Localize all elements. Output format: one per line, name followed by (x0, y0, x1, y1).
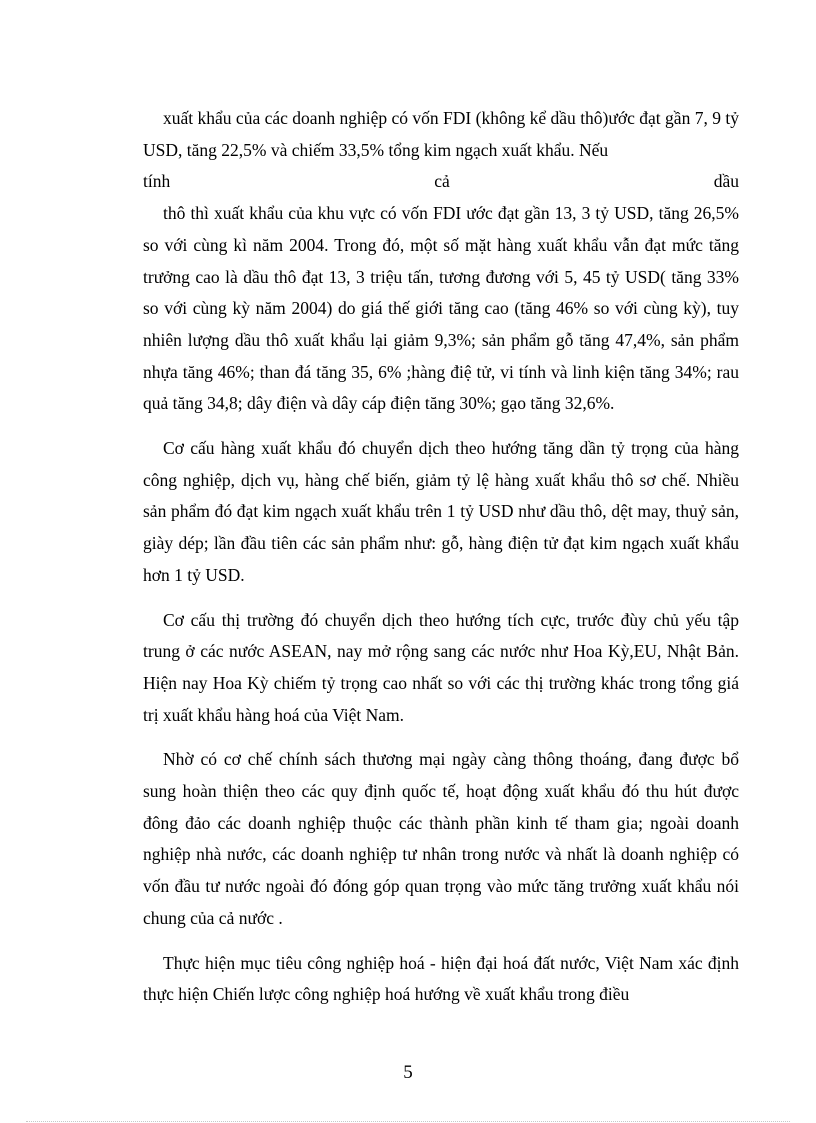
justified-split-line (143, 166, 739, 198)
split-word-2: cả (434, 171, 450, 192)
split-word-3: dầu (713, 171, 739, 192)
page-number: 5 (403, 1062, 413, 1083)
document-body (143, 103, 739, 1011)
paragraph-industrialization: Thực hiện mục tiêu công nghiệp hoá - hiện đại hoá đất nước, Việt Nam xác định thực hiện Chiến lược công nghiệp hoá hướng về xuất khẩu trong điều (143, 952, 739, 1005)
footer-divider (26, 1121, 790, 1122)
split-word-1: tính (143, 171, 171, 192)
paragraph-fdi-export: xuất khẩu của các doanh nghiệp có vốn FDI (không kể dầu thô)ước đạt gần 7, 9 tỷ USD, tăng 22,5% và chiếm 33,5% tổng kim ngạch xuất khẩu. Nếu (143, 108, 739, 160)
paragraph-crude-oil: thô thì xuất khẩu của khu vực có vốn FDI ước đạt gần 13, 3 tỷ USD, tăng 26,5% so với cùng kì năm 2004. Trong đó, một số mặt hàng xuất khẩu vẫn đạt mức tăng trưởng cao là dầu thô đạt 13, 3 triệu tấn, tương đương với 5, 45 tỷ USD( tăng 33% so với cùng kỳ năm 2004) do giá thế giới tăng cao (tăng 46% so với cùng kỳ), tuy nhiên lượng dầu thô xuất khẩu lại giảm 9,3%; sản phẩm gỗ tăng 47,4%, sản phẩm nhựa tăng 46%; than đá tăng 35, 6% ;hàng điệ tử, vi tính và linh kiện tăng 34%; rau quả tăng 34,8; dây điện và dây cáp điện tăng 30%; gạo tăng 32,6%. (143, 203, 739, 414)
paragraph-export-structure: Cơ cấu hàng xuất khẩu đó chuyển dịch theo hướng tăng dần tỷ trọng của hàng công nghiệp, dịch vụ, hàng chế biến, giảm tỷ lệ hàng xuất khẩu thô sơ chế. Nhiều sản phẩm đó đạt kim ngạch xuất khẩu trên 1 tỷ USD như dầu thô, dệt may, thuỷ sản, giày dép; lần đầu tiên các sản phẩm như: gỗ, hàng điện tử đạt kim ngạch xuất khẩu hơn 1 tỷ USD. (143, 438, 739, 585)
paragraph-market-structure: Cơ cấu thị trường đó chuyển dịch theo hướng tích cực, trước đùy chủ yếu tập trung ở các nước ASEAN, nay mở rộng sang các nước như Hoa Kỳ,EU, Nhật Bản. Hiện nay Hoa Kỳ chiếm tỷ trọng cao nhất so với các thị trường khác trong tổng giá trị xuất khẩu hàng hoá của Việt Nam. (143, 609, 739, 725)
paragraph-trade-policy: Nhờ có cơ chế chính sách thương mại ngày càng thông thoáng, đang được bổ sung hoàn thiện theo các quy định quốc tế, hoạt động xuất khẩu đó thu hút được đông đảo các doanh nghiệp thuộc các thành phần kinh tế tham gia; ngoài doanh nghiệp nhà nước, các doanh nghiệp tư nhân trong nước và nhất là doanh nghiệp có vốn đầu tư nước ngoài đó đóng góp quan trọng vào mức tăng trưởng xuất khẩu nói chung của cả nước . (143, 749, 739, 928)
